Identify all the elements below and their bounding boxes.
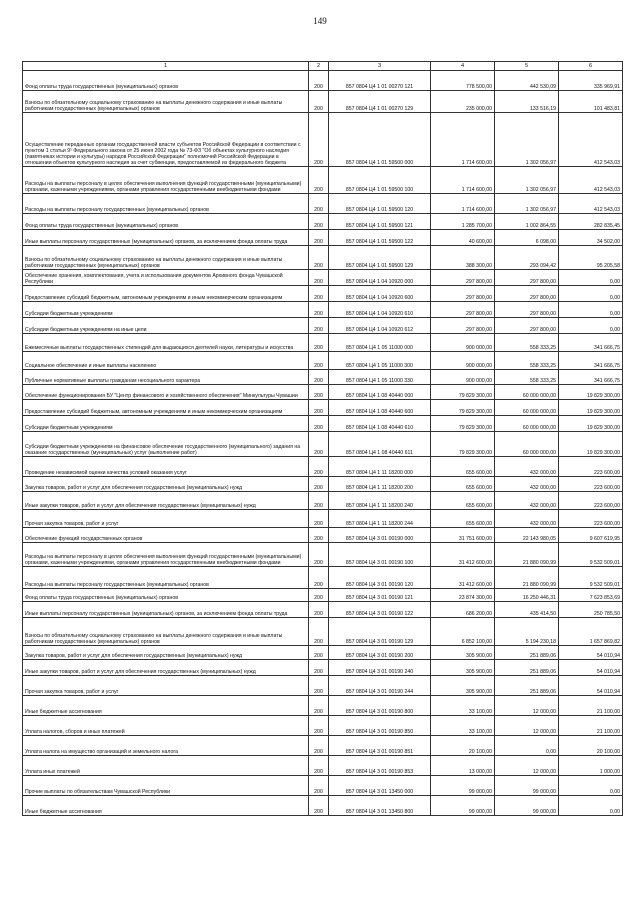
- row-approved-amount-cell: 297 800,00: [431, 302, 495, 318]
- table-row: [23, 492, 623, 510]
- row-classification-code-cell: 857 0804 Ц4 1 11 18200 244: [329, 510, 431, 528]
- row-name-cell: Иные бюджетные ассигнования: [23, 796, 309, 816]
- row-line-code-cell: 200: [309, 618, 329, 646]
- row-unexecuted-amount-cell: 335 969,91: [559, 71, 623, 91]
- row-unexecuted-amount-cell: 21 100,00: [559, 716, 623, 736]
- row-approved-amount-cell: 33 100,00: [431, 716, 495, 736]
- row-classification-code-cell: 857 0804 Ц4 3 01 00190 244: [329, 676, 431, 696]
- row-classification-code-cell: 857 0804 Ц4 3 01 00190 850: [329, 716, 431, 736]
- row-executed-amount-cell: 1 302 056,97: [495, 167, 559, 194]
- row-unexecuted-amount-cell: 7 623 853,69: [559, 589, 623, 602]
- row-approved-amount-cell: 388 300,00: [431, 246, 495, 270]
- table-row: [23, 385, 623, 400]
- row-executed-amount-cell: 133 516,19: [495, 91, 559, 113]
- row-line-code-cell: 200: [309, 567, 329, 589]
- row-classification-code-cell: 857 0804 Ц4 1 08 40440 600: [329, 400, 431, 416]
- column-header-1: 1: [23, 62, 309, 71]
- row-executed-amount-cell: 21 880 090,99: [495, 567, 559, 589]
- row-name-cell: Расходы на выплаты персоналу государственных (муниципальных) органов: [23, 567, 309, 589]
- row-unexecuted-amount-cell: 341 666,75: [559, 370, 623, 385]
- row-classification-code-cell: 857 0804 Ц4 1 01 00270 121: [329, 71, 431, 91]
- row-line-code-cell: 200: [309, 230, 329, 246]
- row-name-cell: Иные бюджетные ассигнования: [23, 696, 309, 716]
- row-approved-amount-cell: 900 000,00: [431, 334, 495, 352]
- row-line-code-cell: 200: [309, 660, 329, 676]
- column-header-4: 4: [431, 62, 495, 71]
- row-executed-amount-cell: 12 000,00: [495, 716, 559, 736]
- column-header-6: 6: [559, 62, 623, 71]
- row-executed-amount-cell: 99 000,00: [495, 796, 559, 816]
- row-unexecuted-amount-cell: 9 607 619,95: [559, 528, 623, 543]
- row-line-code-cell: 200: [309, 352, 329, 370]
- row-approved-amount-cell: 1 714 600,00: [431, 113, 495, 167]
- table-row: [23, 432, 623, 457]
- row-name-cell: Публичные нормативные выплаты гражданам несоциального характера: [23, 370, 309, 385]
- row-classification-code-cell: 857 0804 Ц4 1 11 18200 200: [329, 477, 431, 492]
- row-line-code-cell: 200: [309, 477, 329, 492]
- row-unexecuted-amount-cell: 0,00: [559, 796, 623, 816]
- table-row: [23, 528, 623, 543]
- row-classification-code-cell: 857 0804 Ц4 1 01 00270 129: [329, 91, 431, 113]
- row-unexecuted-amount-cell: 19 829 300,00: [559, 432, 623, 457]
- row-unexecuted-amount-cell: 9 532 509,01: [559, 543, 623, 567]
- row-classification-code-cell: 857 0804 Ц4 3 01 00190 851: [329, 736, 431, 756]
- page-number: 149: [313, 16, 327, 26]
- row-line-code-cell: 200: [309, 400, 329, 416]
- row-line-code-cell: 200: [309, 270, 329, 286]
- row-line-code-cell: 200: [309, 302, 329, 318]
- table-row: [23, 660, 623, 676]
- table-row: [23, 457, 623, 477]
- row-classification-code-cell: 857 0804 Ц4 1 11 18200 240: [329, 492, 431, 510]
- row-unexecuted-amount-cell: 54 010,94: [559, 646, 623, 660]
- row-approved-amount-cell: 900 000,00: [431, 370, 495, 385]
- row-approved-amount-cell: 1 285 700,00: [431, 214, 495, 230]
- row-unexecuted-amount-cell: 19 829 300,00: [559, 416, 623, 432]
- row-unexecuted-amount-cell: 1 657 869,82: [559, 618, 623, 646]
- row-unexecuted-amount-cell: 412 543,03: [559, 113, 623, 167]
- row-name-cell: Ежемесячные выплаты государственных стипендий для выдающихся деятелей науки, литературы и искусства: [23, 334, 309, 352]
- row-name-cell: Прочая закупка товаров, работ и услуг: [23, 676, 309, 696]
- table-row: [23, 286, 623, 302]
- row-approved-amount-cell: 297 800,00: [431, 318, 495, 334]
- row-name-cell: Прочая закупка товаров, работ и услуг: [23, 510, 309, 528]
- row-name-cell: Взносы по обязательному социальному страхованию на выплаты денежного содержания и иные выплаты работникам государственных (муниципальных) органов: [23, 618, 309, 646]
- row-classification-code-cell: 857 0804 Ц4 1 01 59500 122: [329, 230, 431, 246]
- table-row: [23, 676, 623, 696]
- row-classification-code-cell: 857 0804 Ц4 3 01 00190 122: [329, 602, 431, 618]
- row-unexecuted-amount-cell: 412 543,03: [559, 194, 623, 214]
- row-name-cell: Обеспечение функционирования БУ "Центр финансового и хозяйственного обеспечения" Минкультуры Чувашии: [23, 385, 309, 400]
- table-row: [23, 167, 623, 194]
- row-approved-amount-cell: 79 829 300,00: [431, 385, 495, 400]
- row-approved-amount-cell: 79 829 300,00: [431, 416, 495, 432]
- table-body: [23, 71, 623, 816]
- row-classification-code-cell: 857 0804 Ц4 1 05 11000 300: [329, 352, 431, 370]
- table-row: [23, 716, 623, 736]
- row-executed-amount-cell: 60 000 000,00: [495, 400, 559, 416]
- row-unexecuted-amount-cell: 223 600,00: [559, 477, 623, 492]
- row-unexecuted-amount-cell: 54 010,94: [559, 676, 623, 696]
- row-approved-amount-cell: 40 600,00: [431, 230, 495, 246]
- row-line-code-cell: 200: [309, 334, 329, 352]
- row-approved-amount-cell: 655 600,00: [431, 477, 495, 492]
- row-executed-amount-cell: 558 333,25: [495, 352, 559, 370]
- table-row: [23, 270, 623, 286]
- row-executed-amount-cell: 293 094,42: [495, 246, 559, 270]
- row-classification-code-cell: 857 0804 Ц4 3 01 00190 120: [329, 567, 431, 589]
- row-classification-code-cell: 857 0804 Ц4 3 01 13450 000: [329, 776, 431, 796]
- row-name-cell: Уплата иных платежей: [23, 756, 309, 776]
- row-approved-amount-cell: 33 100,00: [431, 696, 495, 716]
- row-line-code-cell: 200: [309, 796, 329, 816]
- table-row: [23, 246, 623, 270]
- row-classification-code-cell: 857 0804 Ц4 1 04 10920 600: [329, 286, 431, 302]
- table-row: [23, 71, 623, 91]
- table-row: [23, 589, 623, 602]
- row-name-cell: Закупка товаров, работ и услуг для обеспечения государственных (муниципальных) нужд: [23, 477, 309, 492]
- row-executed-amount-cell: 16 250 446,31: [495, 589, 559, 602]
- row-line-code-cell: 200: [309, 602, 329, 618]
- row-approved-amount-cell: 31 412 600,00: [431, 543, 495, 567]
- row-name-cell: Иные выплаты персоналу государственных (муниципальных) органов, за исключением фонда оплаты труда: [23, 602, 309, 618]
- row-approved-amount-cell: 305 900,00: [431, 676, 495, 696]
- row-name-cell: Субсидии бюджетным учреждениям на финансовое обеспечение государственного (муниципального) задания на оказание государственных (муниципальных) услуг (выполнение работ): [23, 432, 309, 457]
- row-unexecuted-amount-cell: 34 502,00: [559, 230, 623, 246]
- row-executed-amount-cell: 432 000,00: [495, 457, 559, 477]
- row-line-code-cell: 200: [309, 756, 329, 776]
- table-row: [23, 352, 623, 370]
- table-row: [23, 416, 623, 432]
- row-classification-code-cell: 857 0804 Ц4 3 01 00190 200: [329, 646, 431, 660]
- row-executed-amount-cell: 22 143 980,05: [495, 528, 559, 543]
- row-line-code-cell: 200: [309, 528, 329, 543]
- row-line-code-cell: 200: [309, 194, 329, 214]
- row-name-cell: Проведение независимой оценки качества условий оказания услуг: [23, 457, 309, 477]
- row-unexecuted-amount-cell: 0,00: [559, 270, 623, 286]
- row-executed-amount-cell: 1 002 864,55: [495, 214, 559, 230]
- row-unexecuted-amount-cell: 21 100,00: [559, 696, 623, 716]
- row-line-code-cell: 200: [309, 167, 329, 194]
- table-row: [23, 776, 623, 796]
- table-row: [23, 370, 623, 385]
- column-header-2: 2: [309, 62, 329, 71]
- row-name-cell: Иные закупки товаров, работ и услуг для обеспечения государственных (муниципальных) нужд: [23, 660, 309, 676]
- row-approved-amount-cell: 79 829 300,00: [431, 400, 495, 416]
- row-executed-amount-cell: 432 000,00: [495, 492, 559, 510]
- row-classification-code-cell: 857 0804 Ц4 1 05 11000 330: [329, 370, 431, 385]
- row-name-cell: Субсидии бюджетным учреждениям: [23, 416, 309, 432]
- row-unexecuted-amount-cell: 412 543,03: [559, 167, 623, 194]
- row-name-cell: Расходы на выплаты персоналу в целях обеспечения выполнения функций государственными (муниципальными) органами, казенными учреждениями, органами управления государственными внебюджетными фондами: [23, 543, 309, 567]
- row-approved-amount-cell: 655 600,00: [431, 457, 495, 477]
- row-executed-amount-cell: 442 530,09: [495, 71, 559, 91]
- table-row: [23, 696, 623, 716]
- table-row: [23, 91, 623, 113]
- row-executed-amount-cell: 1 302 056,97: [495, 113, 559, 167]
- row-unexecuted-amount-cell: 95 205,58: [559, 246, 623, 270]
- row-name-cell: Закупка товаров, работ и услуг для обеспечения государственных (муниципальных) нужд: [23, 646, 309, 660]
- row-approved-amount-cell: 99 000,00: [431, 796, 495, 816]
- row-approved-amount-cell: 655 600,00: [431, 510, 495, 528]
- row-line-code-cell: 200: [309, 71, 329, 91]
- row-classification-code-cell: 857 0804 Ц4 3 01 00190 800: [329, 696, 431, 716]
- row-line-code-cell: 200: [309, 385, 329, 400]
- row-classification-code-cell: 857 0804 Ц4 1 04 10920 610: [329, 302, 431, 318]
- row-classification-code-cell: 857 0804 Ц4 1 01 59500 120: [329, 194, 431, 214]
- row-executed-amount-cell: 558 333,25: [495, 370, 559, 385]
- row-classification-code-cell: 857 0804 Ц4 3 01 00190 240: [329, 660, 431, 676]
- table-row: [23, 230, 623, 246]
- table-row: [23, 334, 623, 352]
- row-unexecuted-amount-cell: 282 835,45: [559, 214, 623, 230]
- row-name-cell: Субсидии бюджетным учреждениям: [23, 302, 309, 318]
- row-name-cell: Субсидии бюджетным учреждениям на иные цели: [23, 318, 309, 334]
- row-executed-amount-cell: 432 000,00: [495, 477, 559, 492]
- table-row: [23, 214, 623, 230]
- column-header-5: 5: [495, 62, 559, 71]
- row-unexecuted-amount-cell: 0,00: [559, 318, 623, 334]
- row-executed-amount-cell: 435 414,50: [495, 602, 559, 618]
- row-classification-code-cell: 857 0804 Ц4 1 08 40440 000: [329, 385, 431, 400]
- row-line-code-cell: 200: [309, 246, 329, 270]
- table-row: [23, 736, 623, 756]
- row-line-code-cell: 200: [309, 646, 329, 660]
- row-unexecuted-amount-cell: 19 829 300,00: [559, 400, 623, 416]
- row-name-cell: Взносы по обязательному социальному страхованию на выплаты денежного содержания и иные выплаты работникам государственных (муниципальных) органов: [23, 246, 309, 270]
- row-executed-amount-cell: 60 000 000,00: [495, 432, 559, 457]
- row-executed-amount-cell: 12 000,00: [495, 696, 559, 716]
- row-executed-amount-cell: 60 000 000,00: [495, 416, 559, 432]
- row-name-cell: Предоставление субсидий бюджетным, автономным учреждениям и иным некоммерческим организациям: [23, 286, 309, 302]
- row-approved-amount-cell: 305 900,00: [431, 660, 495, 676]
- row-line-code-cell: 200: [309, 696, 329, 716]
- row-executed-amount-cell: 558 333,25: [495, 334, 559, 352]
- row-unexecuted-amount-cell: 9 532 509,01: [559, 567, 623, 589]
- row-classification-code-cell: 857 0804 Ц4 3 01 00190 121: [329, 589, 431, 602]
- row-line-code-cell: 200: [309, 492, 329, 510]
- row-classification-code-cell: 857 0804 Ц4 3 01 00190 129: [329, 618, 431, 646]
- row-line-code-cell: 200: [309, 676, 329, 696]
- row-unexecuted-amount-cell: 54 010,94: [559, 660, 623, 676]
- row-classification-code-cell: 857 0804 Ц4 1 04 10920 612: [329, 318, 431, 334]
- row-executed-amount-cell: 251 889,06: [495, 646, 559, 660]
- row-line-code-cell: 200: [309, 716, 329, 736]
- row-approved-amount-cell: 655 600,00: [431, 492, 495, 510]
- row-executed-amount-cell: 432 000,00: [495, 510, 559, 528]
- row-name-cell: Иные закупки товаров, работ и услуг для обеспечения государственных (муниципальных) нужд: [23, 492, 309, 510]
- row-name-cell: Предоставление субсидий бюджетным, автономным учреждениям и иным некоммерческим организациям: [23, 400, 309, 416]
- row-line-code-cell: 200: [309, 416, 329, 432]
- row-approved-amount-cell: 99 000,00: [431, 776, 495, 796]
- row-approved-amount-cell: 1 714 600,00: [431, 194, 495, 214]
- row-name-cell: Взносы по обязательному социальному страхованию на выплаты денежного содержания и иные выплаты работникам государственных (муниципальных) органов: [23, 91, 309, 113]
- row-line-code-cell: 200: [309, 91, 329, 113]
- row-approved-amount-cell: 31 751 600,00: [431, 528, 495, 543]
- row-name-cell: Иные выплаты персоналу государственных (муниципальных) органов, за исключением фонда оплаты труда: [23, 230, 309, 246]
- row-executed-amount-cell: 251 889,06: [495, 660, 559, 676]
- row-executed-amount-cell: 6 098,00: [495, 230, 559, 246]
- row-name-cell: Фонд оплаты труда государственных (муниципальных) органов: [23, 589, 309, 602]
- row-line-code-cell: 200: [309, 589, 329, 602]
- table-row: [23, 543, 623, 567]
- row-classification-code-cell: 857 0804 Ц4 1 08 40440 610: [329, 416, 431, 432]
- row-line-code-cell: 200: [309, 457, 329, 477]
- row-approved-amount-cell: 79 829 300,00: [431, 432, 495, 457]
- row-approved-amount-cell: 235 000,00: [431, 91, 495, 113]
- table-row: [23, 113, 623, 167]
- row-classification-code-cell: 857 0804 Ц4 3 01 00190 100: [329, 543, 431, 567]
- row-classification-code-cell: 857 0804 Ц4 1 01 59500 100: [329, 167, 431, 194]
- row-approved-amount-cell: 13 000,00: [431, 756, 495, 776]
- row-executed-amount-cell: 99 000,00: [495, 776, 559, 796]
- table-row: [23, 194, 623, 214]
- row-unexecuted-amount-cell: 19 829 300,00: [559, 385, 623, 400]
- row-executed-amount-cell: 12 000,00: [495, 756, 559, 776]
- row-approved-amount-cell: 1 714 600,00: [431, 167, 495, 194]
- row-executed-amount-cell: 297 800,00: [495, 270, 559, 286]
- row-name-cell: Уплата налогов, сборов и иных платежей: [23, 716, 309, 736]
- table-row: [23, 567, 623, 589]
- row-line-code-cell: 200: [309, 510, 329, 528]
- row-executed-amount-cell: 297 800,00: [495, 302, 559, 318]
- row-classification-code-cell: 857 0804 Ц4 1 11 18200 000: [329, 457, 431, 477]
- row-line-code-cell: 200: [309, 370, 329, 385]
- row-unexecuted-amount-cell: 250 785,50: [559, 602, 623, 618]
- table-row: [23, 318, 623, 334]
- table-row: [23, 477, 623, 492]
- table-row: [23, 646, 623, 660]
- row-classification-code-cell: 857 0804 Ц4 1 04 10920 000: [329, 270, 431, 286]
- row-name-cell: Социальное обеспечение и иные выплаты населению: [23, 352, 309, 370]
- row-name-cell: Прочие выплаты по обязательствам Чувашской Республики: [23, 776, 309, 796]
- row-unexecuted-amount-cell: 341 666,75: [559, 352, 623, 370]
- row-approved-amount-cell: 297 800,00: [431, 270, 495, 286]
- table-row: [23, 302, 623, 318]
- row-approved-amount-cell: 686 200,00: [431, 602, 495, 618]
- row-name-cell: Расходы на выплаты персоналу в целях обеспечения выполнения функций государственными (муниципальными) органами, казенными учреждениями, органами управления государственными внебюджетными фондами: [23, 167, 309, 194]
- row-line-code-cell: 200: [309, 543, 329, 567]
- row-name-cell: Уплата налога на имущество организаций и земельного налога: [23, 736, 309, 756]
- row-classification-code-cell: 857 0804 Ц4 1 01 59500 129: [329, 246, 431, 270]
- row-unexecuted-amount-cell: 223 600,00: [559, 492, 623, 510]
- budget-execution-table: [22, 61, 623, 816]
- row-line-code-cell: 200: [309, 776, 329, 796]
- row-name-cell: Обеспечение функций государственных органов: [23, 528, 309, 543]
- table-row: [23, 602, 623, 618]
- row-approved-amount-cell: 297 800,00: [431, 286, 495, 302]
- row-classification-code-cell: 857 0804 Ц4 3 01 00190 853: [329, 756, 431, 776]
- row-name-cell: Фонд оплаты труда государственных (муниципальных) органов: [23, 71, 309, 91]
- row-unexecuted-amount-cell: 0,00: [559, 776, 623, 796]
- row-line-code-cell: 200: [309, 214, 329, 230]
- row-line-code-cell: 200: [309, 318, 329, 334]
- row-name-cell: Фонд оплаты труда государственных (муниципальных) органов: [23, 214, 309, 230]
- row-executed-amount-cell: 60 000 000,00: [495, 385, 559, 400]
- row-line-code-cell: 200: [309, 113, 329, 167]
- row-unexecuted-amount-cell: 0,00: [559, 286, 623, 302]
- row-unexecuted-amount-cell: 223 600,00: [559, 510, 623, 528]
- table-row: [23, 510, 623, 528]
- row-name-cell: Обеспечение хранения, комплектования, учета и использования документов Архивного фонда Чувашской Республики: [23, 270, 309, 286]
- column-header-3: 3: [329, 62, 431, 71]
- row-unexecuted-amount-cell: 0,00: [559, 302, 623, 318]
- row-unexecuted-amount-cell: 223 600,00: [559, 457, 623, 477]
- table-row: [23, 796, 623, 816]
- row-classification-code-cell: 857 0804 Ц4 1 05 11000 000: [329, 334, 431, 352]
- row-approved-amount-cell: 778 500,00: [431, 71, 495, 91]
- row-classification-code-cell: 857 0804 Ц4 3 01 13450 800: [329, 796, 431, 816]
- row-approved-amount-cell: 31 412 600,00: [431, 567, 495, 589]
- row-approved-amount-cell: 6 852 100,00: [431, 618, 495, 646]
- row-approved-amount-cell: 23 874 300,00: [431, 589, 495, 602]
- row-unexecuted-amount-cell: 341 666,75: [559, 334, 623, 352]
- row-executed-amount-cell: 0,00: [495, 736, 559, 756]
- row-name-cell: Осуществление переданных органам государственной власти субъектов Российской Федерации в соответствии с пунктом 1 статьи 9¹ Федерального закона от 25 июня 2002 года № 73-ФЗ "Об объектах культурного наследия (памятниках истории и культуры) народов Российской Федерации" полномочий Российской Федерации в отношении объектов культурного наследия за счет субвенции, предоставляемой из федерального бюджета: [23, 113, 309, 167]
- row-approved-amount-cell: 305 900,00: [431, 646, 495, 660]
- row-executed-amount-cell: 21 880 090,99: [495, 543, 559, 567]
- row-classification-code-cell: 857 0804 Ц4 1 01 59500 121: [329, 214, 431, 230]
- row-classification-code-cell: 857 0804 Ц4 3 01 00190 000: [329, 528, 431, 543]
- table-row: [23, 618, 623, 646]
- row-name-cell: Расходы на выплаты персоналу государственных (муниципальных) органов: [23, 194, 309, 214]
- row-executed-amount-cell: 5 194 230,18: [495, 618, 559, 646]
- table-row: [23, 400, 623, 416]
- row-executed-amount-cell: 251 889,06: [495, 676, 559, 696]
- row-classification-code-cell: 857 0804 Ц4 1 01 59500 000: [329, 113, 431, 167]
- row-unexecuted-amount-cell: 101 483,81: [559, 91, 623, 113]
- row-unexecuted-amount-cell: 1 000,00: [559, 756, 623, 776]
- row-executed-amount-cell: 297 800,00: [495, 286, 559, 302]
- row-line-code-cell: 200: [309, 432, 329, 457]
- row-line-code-cell: 200: [309, 736, 329, 756]
- row-unexecuted-amount-cell: 20 100,00: [559, 736, 623, 756]
- table-row: [23, 756, 623, 776]
- table-header-row: [23, 62, 623, 71]
- row-classification-code-cell: 857 0804 Ц4 1 08 40440 611: [329, 432, 431, 457]
- row-line-code-cell: 200: [309, 286, 329, 302]
- row-approved-amount-cell: 20 100,00: [431, 736, 495, 756]
- row-approved-amount-cell: 900 000,00: [431, 352, 495, 370]
- row-executed-amount-cell: 297 800,00: [495, 318, 559, 334]
- row-executed-amount-cell: 1 302 056,97: [495, 194, 559, 214]
